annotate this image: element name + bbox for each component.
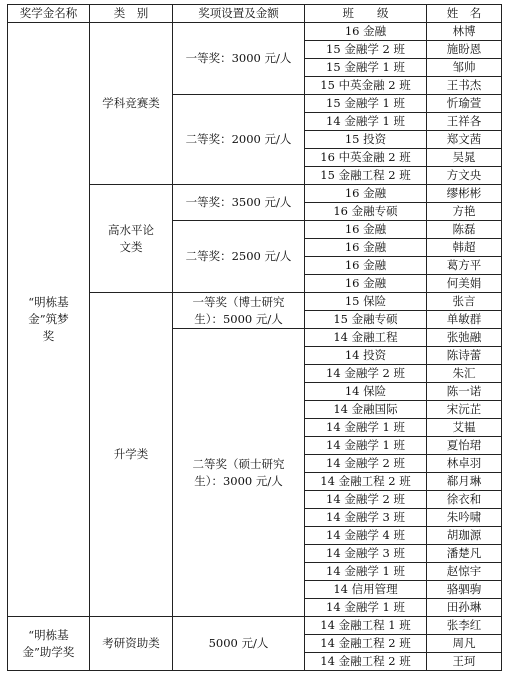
class-cell: 14 投资: [305, 347, 427, 365]
class-cell: 14 金融学 1 班: [305, 419, 427, 437]
header-category: 类 别: [90, 5, 173, 23]
name-cell: 方文央: [427, 167, 502, 185]
class-cell: 15 金融专硕: [305, 311, 427, 329]
award-cell: 二等奖：2000 元/人: [173, 95, 305, 185]
class-cell: 14 金融工程 2 班: [305, 473, 427, 491]
class-cell: 16 金融专硕: [305, 203, 427, 221]
class-cell: 14 信用管理: [305, 581, 427, 599]
name-cell: 朱汇: [427, 365, 502, 383]
header-row: [8, 5, 502, 23]
table-row: [8, 23, 502, 41]
name-cell: 王珂: [427, 653, 502, 671]
class-cell: 15 金融学 2 班: [305, 41, 427, 59]
award-cell: 一等奖：3500 元/人: [173, 185, 305, 221]
class-cell: 14 金融国际: [305, 401, 427, 419]
name-cell: 徐衣和: [427, 491, 502, 509]
name-cell: 潘楚凡: [427, 545, 502, 563]
fund-cell: “明栋基金”筑梦奖: [8, 23, 90, 617]
class-cell: 15 金融学 1 班: [305, 95, 427, 113]
name-cell: 夏怡珺: [427, 437, 502, 455]
class-cell: 14 金融工程 2 班: [305, 653, 427, 671]
class-cell: 14 金融学 2 班: [305, 365, 427, 383]
class-cell: 15 金融工程 2 班: [305, 167, 427, 185]
name-cell: 朱吟啸: [427, 509, 502, 527]
table-row: [8, 617, 502, 635]
header-award: 奖项设置及金额: [173, 5, 305, 23]
award-cell: 5000 元/人: [173, 617, 305, 671]
name-cell: 宋沅芷: [427, 401, 502, 419]
class-cell: 15 中英金融 2 班: [305, 77, 427, 95]
header-fund: 奖学金名称: [8, 5, 90, 23]
scholarship-table: [7, 4, 502, 671]
award-cell: 一等奖（博士研究生）：5000 元/人: [173, 293, 305, 329]
class-cell: 15 保险: [305, 293, 427, 311]
class-cell: 15 金融学 1 班: [305, 59, 427, 77]
name-cell: 张李红: [427, 617, 502, 635]
name-cell: 林卓羽: [427, 455, 502, 473]
name-cell: 陈磊: [427, 221, 502, 239]
class-cell: 14 金融工程 1 班: [305, 617, 427, 635]
name-cell: 缪彬彬: [427, 185, 502, 203]
name-cell: 韩超: [427, 239, 502, 257]
class-cell: 16 金融: [305, 257, 427, 275]
name-cell: 胡珈源: [427, 527, 502, 545]
name-cell: 田孙琳: [427, 599, 502, 617]
class-cell: 14 金融学 1 班: [305, 437, 427, 455]
fund-cell: “明栋基金”助学奖: [8, 617, 90, 671]
name-cell: 骆驷驹: [427, 581, 502, 599]
category-cell: 考研资助类: [90, 617, 173, 671]
name-cell: 林博: [427, 23, 502, 41]
name-cell: 王书杰: [427, 77, 502, 95]
name-cell: 吴晁: [427, 149, 502, 167]
class-cell: 14 金融学 1 班: [305, 113, 427, 131]
class-cell: 16 金融: [305, 23, 427, 41]
name-cell: 周凡: [427, 635, 502, 653]
name-cell: 葛方平: [427, 257, 502, 275]
category-cell: 升学类: [90, 293, 173, 617]
class-cell: 16 中英金融 2 班: [305, 149, 427, 167]
name-cell: 赵惊宇: [427, 563, 502, 581]
name-cell: 王祥各: [427, 113, 502, 131]
class-cell: 14 保险: [305, 383, 427, 401]
category-cell: 高水平论文类: [90, 185, 173, 293]
class-cell: 14 金融学 2 班: [305, 491, 427, 509]
class-cell: 14 金融学 3 班: [305, 545, 427, 563]
class-cell: 14 金融工程: [305, 329, 427, 347]
class-cell: 16 金融: [305, 221, 427, 239]
name-cell: 何美娟: [427, 275, 502, 293]
name-cell: 陈一诺: [427, 383, 502, 401]
name-cell: 邹帅: [427, 59, 502, 77]
name-cell: 方艳: [427, 203, 502, 221]
class-cell: 16 金融: [305, 275, 427, 293]
class-cell: 14 金融学 3 班: [305, 509, 427, 527]
class-cell: 14 金融工程 2 班: [305, 635, 427, 653]
name-cell: 忻瑜萱: [427, 95, 502, 113]
class-cell: 14 金融学 2 班: [305, 455, 427, 473]
header-name: 姓 名: [427, 5, 502, 23]
name-cell: 郑文茜: [427, 131, 502, 149]
class-cell: 16 金融: [305, 239, 427, 257]
class-cell: 14 金融学 1 班: [305, 563, 427, 581]
scholarship-sheet: [7, 4, 502, 671]
name-cell: 张弛融: [427, 329, 502, 347]
name-cell: 陈诗蕾: [427, 347, 502, 365]
name-cell: 郗月琳: [427, 473, 502, 491]
class-cell: 15 投资: [305, 131, 427, 149]
category-cell: 学科竞赛类: [90, 23, 173, 185]
award-cell: 一等奖：3000 元/人: [173, 23, 305, 95]
name-cell: 单敏群: [427, 311, 502, 329]
class-cell: 14 金融学 1 班: [305, 599, 427, 617]
award-cell: 二等奖：2500 元/人: [173, 221, 305, 293]
award-cell: 二等奖（硕士研究生）：3000 元/人: [173, 329, 305, 617]
name-cell: 艾韫: [427, 419, 502, 437]
name-cell: 施盼恩: [427, 41, 502, 59]
name-cell: 张言: [427, 293, 502, 311]
class-cell: 16 金融: [305, 185, 427, 203]
class-cell: 14 金融学 4 班: [305, 527, 427, 545]
header-class: 班 级: [305, 5, 427, 23]
